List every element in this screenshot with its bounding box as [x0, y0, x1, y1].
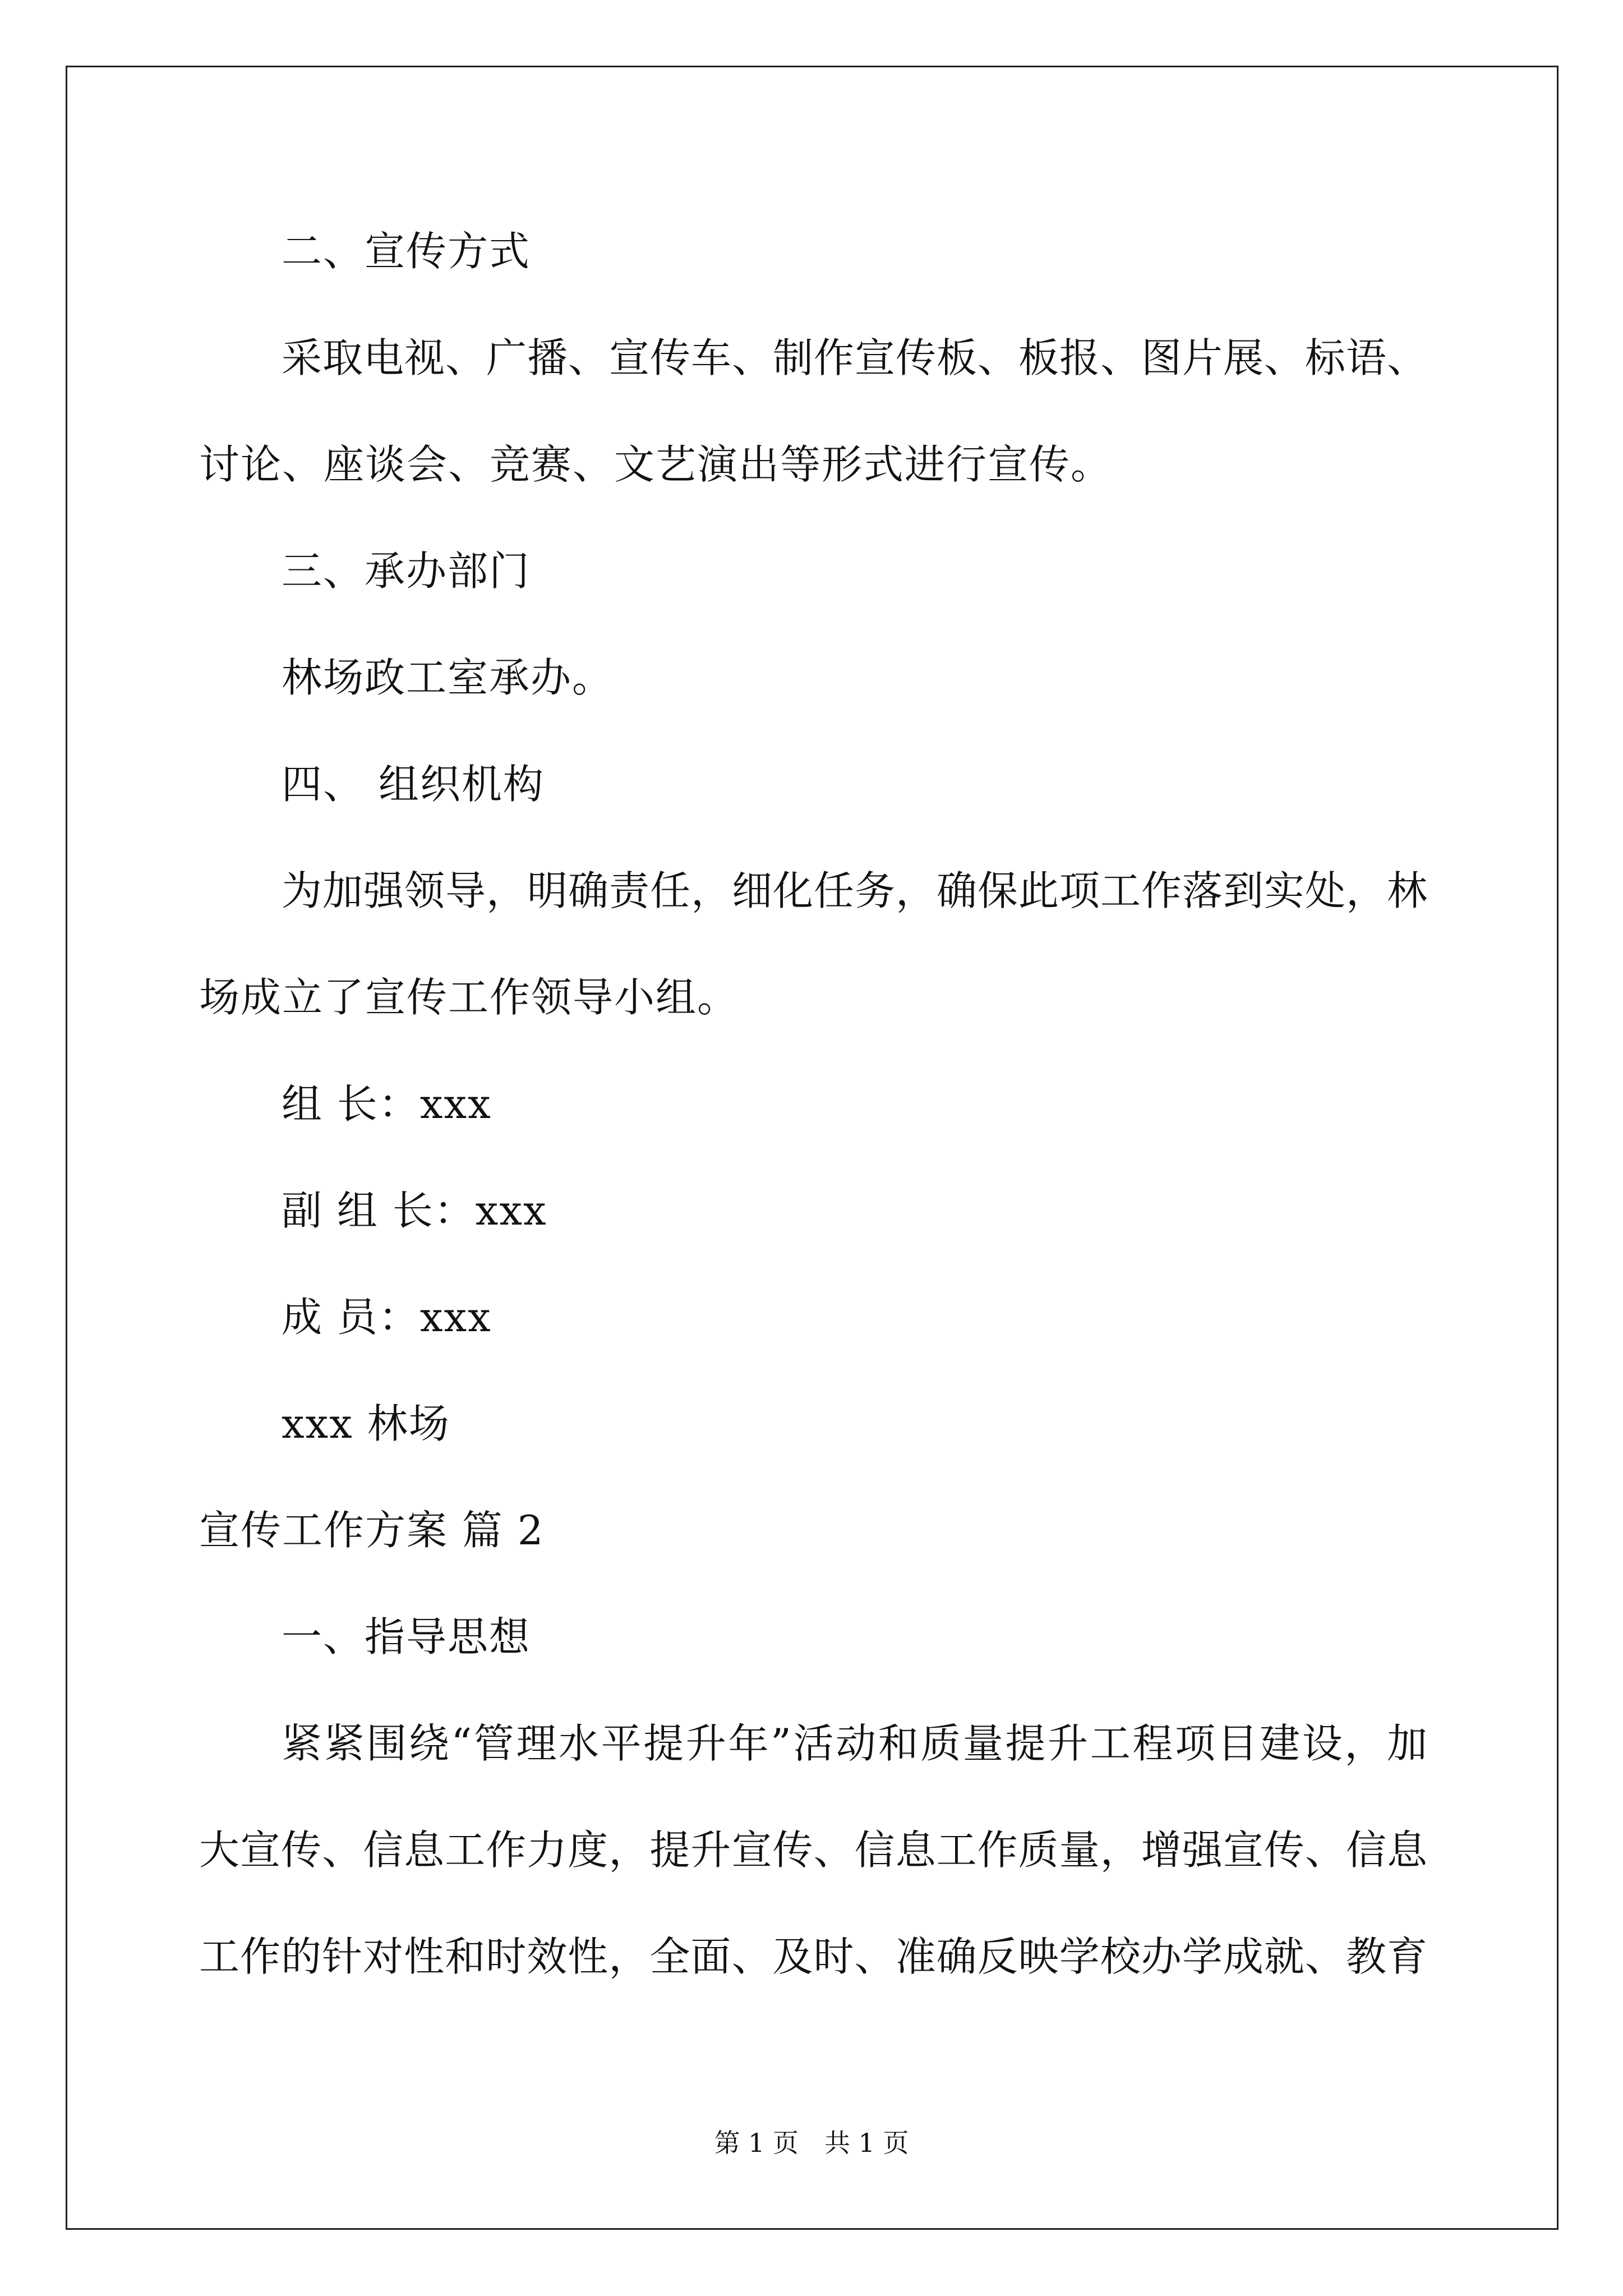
section-heading-guiding-ideology: 一、指导思想	[282, 1613, 531, 1660]
paragraph-line: 大宣传、信息工作力度，提升宣传、信息工作质量，增强宣传、信息	[199, 1826, 1427, 1874]
article-title: 宣传工作方案 篇 2	[199, 1507, 545, 1554]
section-heading-organization: 四、 组织机构	[282, 761, 545, 808]
paragraph-line: 采取电视、广播、宣传车、制作宣传板、板报、图片展、标语、	[282, 334, 1427, 381]
paragraph-line: 为加强领导，明确责任，细化任务，确保此项工作落到实处，林	[282, 867, 1427, 914]
page-border	[66, 66, 1559, 2230]
section-heading-publicity-method: 二、宣传方式	[282, 228, 531, 275]
paragraph-line: 工作的针对性和时效性，全面、及时、准确反映学校办学成就、教育	[199, 1933, 1427, 1980]
paragraph-line: 讨论、座谈会、竞赛、文艺演出等形式进行宣传。	[199, 441, 1113, 488]
member-line-deputy: 副 组 长：xxx	[282, 1187, 547, 1234]
page-footer: 第 1 页 共 1 页	[714, 2128, 909, 2158]
member-line-leader: 组 长：xxx	[282, 1080, 492, 1128]
paragraph-line: 场成立了宣传工作领导小组。	[199, 974, 739, 1021]
paragraph-line: 紧紧围绕“管理水平提升年”活动和质量提升工程项目建设，加	[282, 1720, 1427, 1767]
signature-line: xxx 林场	[282, 1400, 450, 1447]
section-heading-organizer: 三、承办部门	[282, 547, 531, 595]
member-line-members: 成 员：xxx	[282, 1294, 492, 1341]
paragraph-line: 林场政工室承办。	[282, 654, 614, 701]
